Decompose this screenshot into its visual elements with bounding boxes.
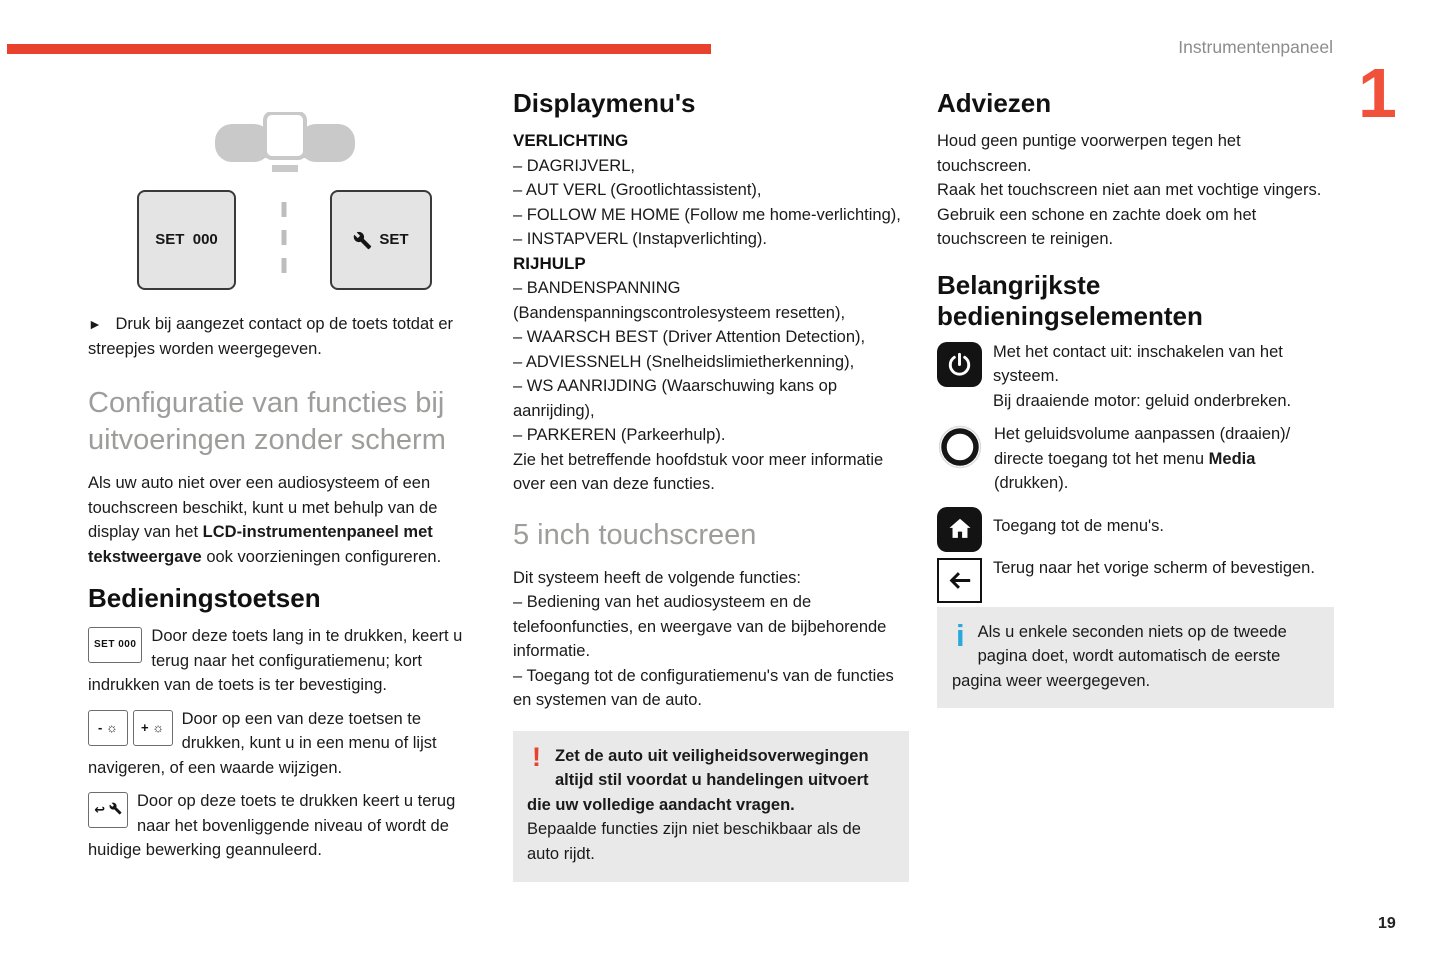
key-item-set-text: Door deze toets lang in te drukken, keert u terug naar het configuratiemenu; kort indrukken van de toets is ter bevestiging. (88, 627, 463, 694)
home-control-row (937, 505, 1334, 539)
list-item: – Bediening van het audiosysteem en de telefoonfuncties, en weergave van de bijbehorende informatie. (513, 593, 887, 660)
advice-line: Houd geen puntige voorwerpen tegen het touchscreen. (937, 132, 1241, 175)
list-item: – INSTAPVERL (Instapverlichting). (513, 230, 768, 248)
warning-text: Bepaalde functies zijn niet beschikbaar als de auto rijdt. (527, 820, 861, 863)
sun-icon: ☼ (106, 719, 118, 735)
chapter-rule (7, 44, 711, 54)
touchscreen-heading: 5 inch touchscreen (513, 518, 757, 551)
warning-bold-text: Zet de auto uit veiligheidsoverwegingen altijd stil voordat u handelingen uitvoert die uw volledige aandacht vragen. (527, 746, 869, 814)
list-item: – ADVIESSNELH (Snelheidslimietherkenning), (513, 352, 855, 371)
config-section-heading: Configuratie van functies bij uitvoeringen zonder scherm (88, 387, 446, 456)
home-icon (937, 507, 982, 552)
volume-text-end: (drukken). (994, 474, 1069, 492)
undo-arrow-icon: ↩ (94, 802, 106, 817)
keys-section-heading: Bedieningstoetsen (88, 583, 321, 613)
dashed-divider (281, 202, 287, 282)
plus-brightness-key-icon (133, 710, 173, 746)
set-000-key-label: SET 000 (88, 627, 142, 663)
volume-text-media: Media (1208, 449, 1256, 468)
wrench-icon (109, 802, 122, 815)
lighting-subheading: VERLICHTING (513, 131, 629, 150)
stalk-buttons-figure (88, 190, 482, 292)
back-control-row (937, 556, 1334, 581)
right-column (937, 84, 1334, 708)
list-item: – AUT VERL (Grootlichtassistent), (513, 181, 762, 199)
touchscreen-functions-list (513, 566, 909, 713)
volume-text-start: Het geluidsvolume aanpassen (draaien)/ directe toegang tot het menu (994, 425, 1291, 468)
power-icon (937, 342, 982, 387)
ignition-instruction-text: Druk bij aangezet contact op de toets totdat er streepjes worden weergegeven. (88, 315, 453, 358)
advice-line: Gebruik een schone en zachte doek om het touchscreen te reinigen. (937, 205, 1257, 248)
key-item-brightness-text: Door op een van deze toetsen te drukken, kunt u in een menu of lijst navigeren, of een waarde wijzigen. (88, 709, 437, 777)
key-item-brightness (88, 707, 482, 781)
config-paragraph-start: Als uw auto niet over een audiosysteem of een touchscreen beschikt, kunt u met behulp van de display van het (88, 474, 438, 541)
power-text-2: Bij draaiende motor: geluid onderbreken. (993, 391, 1292, 410)
warning-exclamation-icon: ! (532, 741, 541, 772)
chapter-number: 1 (1358, 54, 1397, 132)
running-header: Instrumentenpaneel (1178, 37, 1333, 57)
volume-text (937, 422, 1334, 496)
instrument-cluster-illustration (215, 112, 355, 174)
set-000-button-label: SET 000 (155, 230, 218, 248)
touchscreen-intro: Dit systeem heeft de volgende functies: (513, 568, 801, 587)
wrench-icon (353, 231, 372, 250)
advice-line: Raak het touchscreen niet aan met vochtige vingers. (937, 181, 1322, 199)
page-number: 19 (1378, 915, 1396, 932)
back-key-icon (88, 792, 128, 828)
power-text: Met het contact uit: inschakelen van het systeem. (993, 342, 1283, 385)
list-item: – WAARSCH BEST (Driver Attention Detection), (513, 328, 866, 346)
key-item-set (88, 624, 482, 698)
set-wrench-button-figure (330, 190, 432, 290)
list-item: – BANDENSPANNING (Bandenspanningscontrolesysteem resetten), (513, 279, 846, 322)
advice-heading: Adviezen (937, 88, 1052, 118)
list-item: – PARKEREN (Parkeerhulp). (513, 426, 726, 444)
minus-glyph: - (98, 719, 103, 735)
info-icon: i (956, 617, 965, 653)
display-menus-heading: Displaymenu's (513, 88, 696, 118)
power-control-row (937, 340, 1334, 414)
brightness-keys-icons (88, 710, 173, 746)
see-chapter-note: Zie het betreffende hoofdstuk voor meer informatie over een van deze functies. (513, 450, 884, 493)
home-text: Toegang tot de menu's. (993, 516, 1165, 535)
left-column (88, 84, 482, 872)
config-paragraph-end: ook voorzieningen configureren. (201, 547, 442, 566)
lighting-menu-list (513, 129, 909, 497)
plus-glyph: + (141, 719, 149, 735)
safety-warning-box (513, 731, 909, 883)
config-paragraph-bold: LCD-instrumentenpaneel met tekstweergave (88, 523, 433, 566)
list-item: – Toegang tot de configuratiemenu's van de functies en systemen van de auto. (513, 666, 894, 709)
main-controls-heading: Belangrijkste bedieningselementen (937, 269, 1203, 331)
info-note-text: Als u enkele seconden niets op de tweede pagina doet, wordt automatisch de eerste pagina weer weergegeven. (952, 622, 1287, 690)
list-item: – DAGRIJVERL, (513, 156, 635, 175)
sun-icon: ☼ (152, 719, 165, 735)
volume-control-row (937, 422, 1334, 496)
key-item-back-text: Door op deze toets te drukken keert u terug naar het bovenliggende niveau of wordt de huidige bewerking geannuleerd. (88, 792, 456, 859)
key-item-back (88, 789, 482, 863)
back-text: Terug naar het vorige scherm of bevestigen. (993, 558, 1315, 577)
back-arrow-icon (937, 558, 982, 603)
driving-aid-subheading: RIJHULP (513, 253, 586, 273)
set-000-key-icon (88, 627, 142, 663)
config-paragraph (88, 471, 482, 569)
volume-knob-icon (937, 424, 983, 470)
set-000-button-figure (137, 190, 236, 290)
info-note-box (937, 607, 1334, 709)
triangle-bullet-icon: ► (88, 316, 102, 332)
list-item: – WS AANRIJDING (Waarschuwing kans op aanrijding), (513, 377, 837, 420)
minus-brightness-key-icon (88, 710, 128, 746)
list-item: – FOLLOW ME HOME (Follow me home-verlichting), (513, 205, 901, 224)
undo-wrench-key-icon (88, 792, 128, 828)
set-button-label: SET (379, 230, 409, 248)
middle-column (513, 84, 909, 882)
advice-list (937, 129, 1334, 252)
ignition-instruction (88, 312, 482, 361)
